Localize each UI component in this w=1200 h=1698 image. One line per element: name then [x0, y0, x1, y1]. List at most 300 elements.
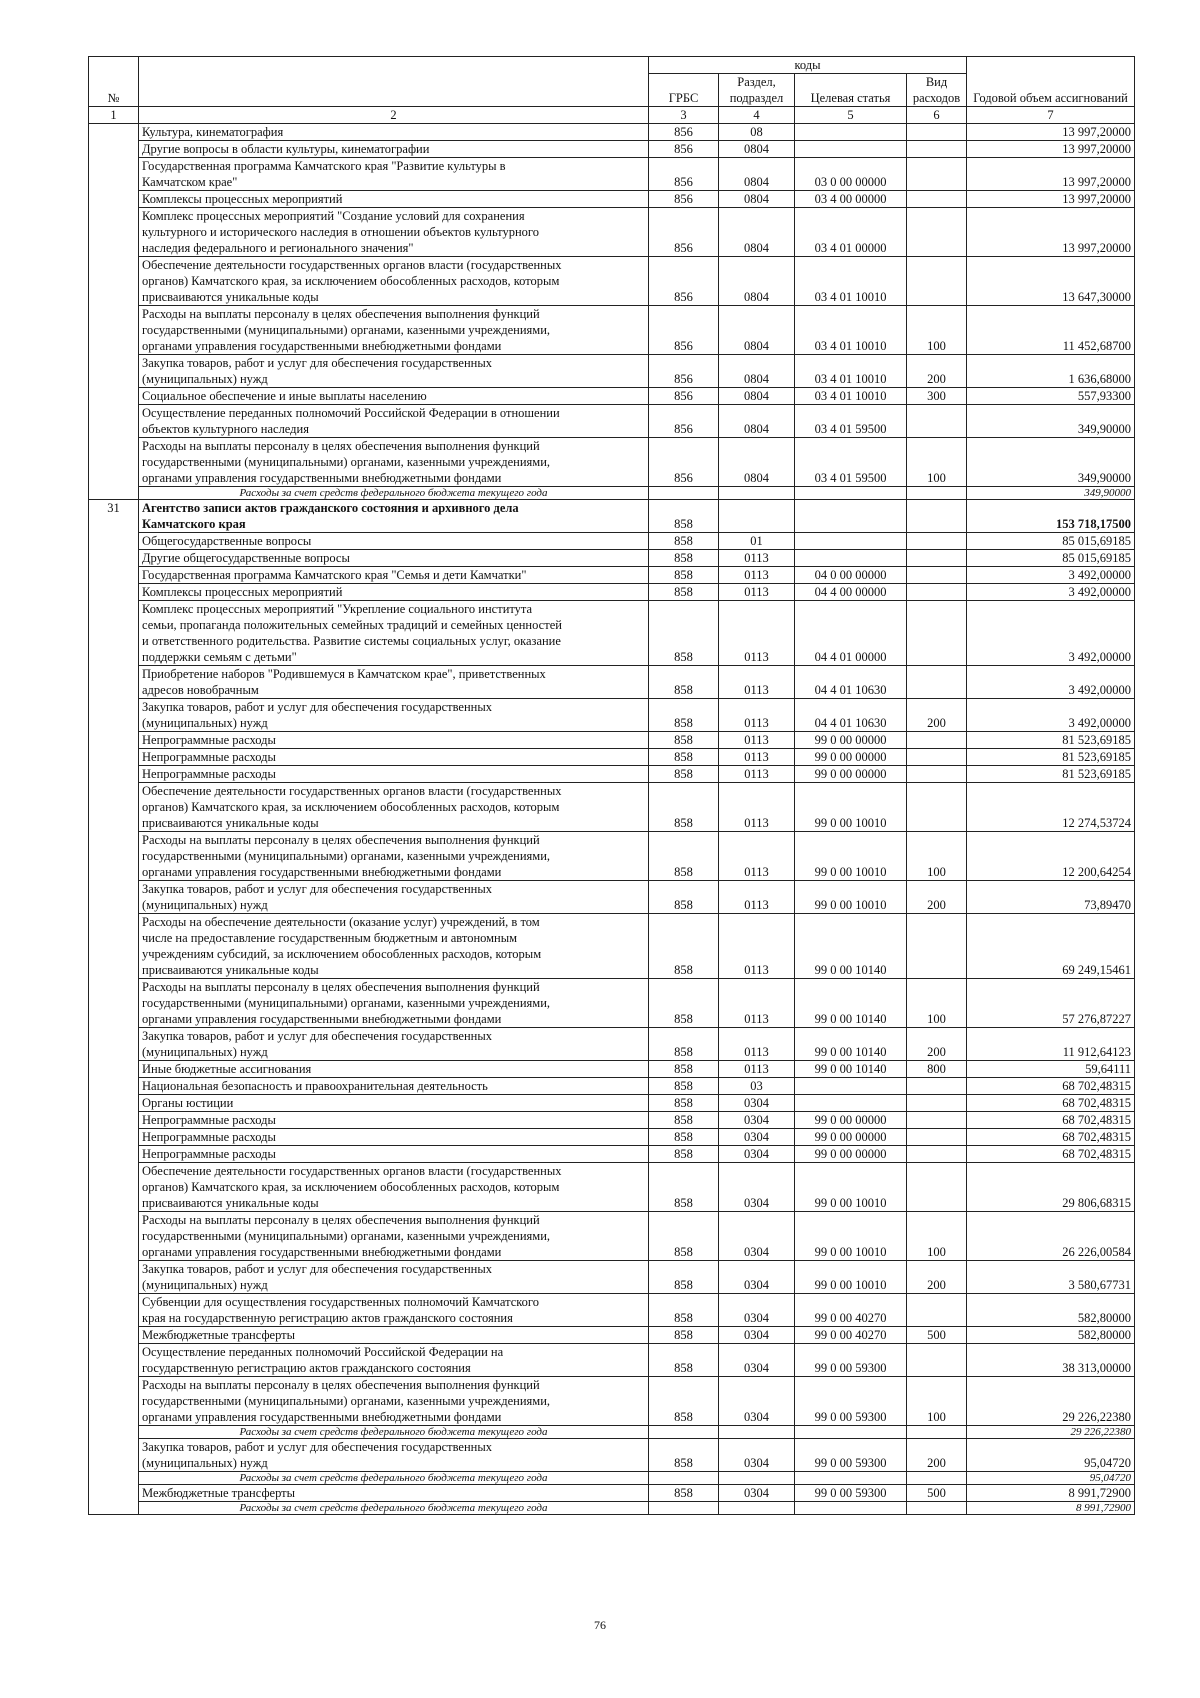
target-code [795, 124, 907, 141]
item-name: Закупка товаров, работ и услуг для обеспечения государственных (муниципальных) нужд [139, 1261, 649, 1294]
razdel-code: 0304 [719, 1377, 795, 1426]
vid-cell [907, 487, 967, 500]
grbs-code: 856 [649, 191, 719, 208]
vid-code [907, 584, 967, 601]
annual-amount: 3 492,00000 [967, 584, 1135, 601]
annual-amount: 1 636,68000 [967, 355, 1135, 388]
col-index: 4 [719, 107, 795, 124]
annual-amount: 13 997,20000 [967, 208, 1135, 257]
grbs-code: 858 [649, 1061, 719, 1078]
item-name: Расходы на выплаты персоналу в целях обеспечения выполнения функций государственными (муниципальными) органами, казенными учреждениями, органами управления государственными внебюджетными фондами [139, 832, 649, 881]
target-cell [795, 487, 907, 500]
grbs-code: 856 [649, 438, 719, 487]
target-code: 99 0 00 00000 [795, 1146, 907, 1163]
grbs-code: 858 [649, 584, 719, 601]
federal-note: Расходы за счет средств федерального бюджета текущего года [139, 1426, 649, 1439]
table-row [89, 783, 1135, 832]
grbs-cell [649, 1426, 719, 1439]
target-code: 04 4 01 00000 [795, 601, 907, 666]
item-name: Межбюджетные трансферты [139, 1485, 649, 1502]
grbs-code: 856 [649, 141, 719, 158]
table-row [89, 124, 1135, 141]
grbs-code: 858 [649, 666, 719, 699]
target-code: 99 0 00 59300 [795, 1344, 907, 1377]
vid-code [907, 666, 967, 699]
grbs-code: 858 [649, 1163, 719, 1212]
vid-code: 500 [907, 1327, 967, 1344]
razdel-code: 0304 [719, 1146, 795, 1163]
vid-code [907, 158, 967, 191]
table-row [89, 749, 1135, 766]
item-name: Государственная программа Камчатского края "Семья и дети Камчатки" [139, 567, 649, 584]
table-row [89, 1146, 1135, 1163]
target-code: 99 0 00 10010 [795, 1212, 907, 1261]
table-row [89, 533, 1135, 550]
grbs-code: 858 [649, 881, 719, 914]
grbs-code: 858 [649, 1261, 719, 1294]
table-row [89, 388, 1135, 405]
vid-cell [907, 1502, 967, 1515]
vid-code [907, 1344, 967, 1377]
annual-amount: 557,93300 [967, 388, 1135, 405]
annual-amount: 3 492,00000 [967, 699, 1135, 732]
razdel-code: 0113 [719, 881, 795, 914]
target-code: 03 4 01 10010 [795, 306, 907, 355]
item-name: Непрограммные расходы [139, 1129, 649, 1146]
vid-code [907, 1129, 967, 1146]
annual-amount: 73,89470 [967, 881, 1135, 914]
grbs-code: 858 [649, 1485, 719, 1502]
vid-code: 100 [907, 1212, 967, 1261]
vid-code: 100 [907, 306, 967, 355]
grbs-code: 858 [649, 601, 719, 666]
vid-code [907, 1163, 967, 1212]
razdel-code: 0804 [719, 158, 795, 191]
razdel-code: 0113 [719, 1028, 795, 1061]
target-code: 04 4 01 10630 [795, 666, 907, 699]
table-row [89, 158, 1135, 191]
header-grbs: ГРБС [649, 74, 719, 107]
column-index-row [89, 107, 1135, 124]
item-name: Непрограммные расходы [139, 1146, 649, 1163]
target-code: 99 0 00 40270 [795, 1294, 907, 1327]
federal-budget-row [89, 1502, 1135, 1515]
target-code: 03 4 01 59500 [795, 405, 907, 438]
table-row [89, 979, 1135, 1028]
vid-code: 100 [907, 438, 967, 487]
annual-amount: 13 997,20000 [967, 141, 1135, 158]
table-row [89, 699, 1135, 732]
budget-table [88, 56, 1135, 1515]
annual-amount: 68 702,48315 [967, 1078, 1135, 1095]
annual-amount: 95,04720 [967, 1472, 1135, 1485]
vid-code: 300 [907, 388, 967, 405]
item-name: Расходы на выплаты персоналу в целях обеспечения выполнения функций государственными (муниципальными) органами, казенными учреждениями, органами управления государственными внебюджетными фондами [139, 1377, 649, 1426]
razdel-code: 0113 [719, 666, 795, 699]
annual-amount: 13 997,20000 [967, 124, 1135, 141]
vid-code [907, 601, 967, 666]
grbs-code: 858 [649, 1028, 719, 1061]
vid-code [907, 1146, 967, 1163]
razdel-code: 0304 [719, 1112, 795, 1129]
grbs-code: 858 [649, 1327, 719, 1344]
vid-code: 200 [907, 355, 967, 388]
annual-amount: 68 702,48315 [967, 1095, 1135, 1112]
vid-code [907, 749, 967, 766]
vid-code [907, 783, 967, 832]
target-code: 99 0 00 10010 [795, 881, 907, 914]
item-name: Закупка товаров, работ и услуг для обеспечения государственных (муниципальных) нужд [139, 1028, 649, 1061]
table-row [89, 355, 1135, 388]
federal-budget-row [89, 487, 1135, 500]
razdel-code: 0804 [719, 191, 795, 208]
grbs-code: 858 [649, 500, 719, 533]
grbs-code: 858 [649, 783, 719, 832]
vid-code [907, 766, 967, 783]
grbs-code: 858 [649, 914, 719, 979]
target-code: 03 4 01 00000 [795, 208, 907, 257]
table-row [89, 1294, 1135, 1327]
vid-code: 200 [907, 1261, 967, 1294]
item-name: Другие вопросы в области культуры, кинематографии [139, 141, 649, 158]
table-header [89, 57, 1135, 124]
grbs-code: 858 [649, 550, 719, 567]
table-row [89, 1439, 1135, 1472]
table-body [89, 124, 1135, 1515]
target-code: 04 0 00 00000 [795, 567, 907, 584]
razdel-code: 0804 [719, 405, 795, 438]
target-code: 04 4 01 10630 [795, 699, 907, 732]
federal-budget-row [89, 1472, 1135, 1485]
annual-amount: 582,80000 [967, 1294, 1135, 1327]
razdel-cell [719, 1502, 795, 1515]
vid-code [907, 124, 967, 141]
razdel-code: 0304 [719, 1294, 795, 1327]
table-row [89, 405, 1135, 438]
table-row [89, 1112, 1135, 1129]
item-name: Осуществление переданных полномочий Российской Федерации на государственную регистрацию актов гражданского состояния [139, 1344, 649, 1377]
item-name: Обеспечение деятельности государственных органов власти (государственных органов) Камчатского края, за исключением обособленных расходов, которым присваиваются уникальные коды [139, 257, 649, 306]
vid-cell [907, 1426, 967, 1439]
target-code: 03 4 01 59500 [795, 438, 907, 487]
target-code: 99 0 00 10140 [795, 979, 907, 1028]
vid-code: 200 [907, 699, 967, 732]
table-row [89, 732, 1135, 749]
col-index: 1 [89, 107, 139, 124]
table-row [89, 1485, 1135, 1502]
razdel-code: 0304 [719, 1344, 795, 1377]
table-row [89, 550, 1135, 567]
item-name: Комплексы процессных мероприятий [139, 191, 649, 208]
annual-amount: 13 647,30000 [967, 257, 1135, 306]
razdel-code: 0804 [719, 141, 795, 158]
target-code: 99 0 00 59300 [795, 1485, 907, 1502]
razdel-code: 0113 [719, 832, 795, 881]
annual-amount: 12 200,64254 [967, 832, 1135, 881]
col-index: 2 [139, 107, 649, 124]
table-row [89, 438, 1135, 487]
table-row [89, 1061, 1135, 1078]
col-index: 7 [967, 107, 1135, 124]
annual-amount: 81 523,69185 [967, 766, 1135, 783]
page-number: 76 [594, 1618, 606, 1632]
target-code: 03 0 00 00000 [795, 158, 907, 191]
razdel-code: 0804 [719, 208, 795, 257]
item-name: Расходы на выплаты персоналу в целях обеспечения выполнения функций государственными (муниципальными) органами, казенными учреждениями, органами управления государственными внебюджетными фондами [139, 1212, 649, 1261]
item-name: Национальная безопасность и правоохранительная деятельность [139, 1078, 649, 1095]
razdel-code: 0304 [719, 1327, 795, 1344]
razdel-code: 01 [719, 533, 795, 550]
item-name: Закупка товаров, работ и услуг для обеспечения государственных (муниципальных) нужд [139, 355, 649, 388]
annual-amount: 11 912,64123 [967, 1028, 1135, 1061]
vid-code [907, 1112, 967, 1129]
table-row [89, 881, 1135, 914]
vid-code [907, 1294, 967, 1327]
item-name: Агентство записи актов гражданского состояния и архивного дела Камчатского края [139, 500, 649, 533]
vid-code: 200 [907, 1028, 967, 1061]
table-row [89, 1377, 1135, 1426]
target-code: 99 0 00 10140 [795, 1028, 907, 1061]
header-codes: коды [649, 57, 967, 74]
vid-code [907, 550, 967, 567]
item-name: Обеспечение деятельности государственных органов власти (государственных органов) Камчатского края, за исключением обособленных расходов, которым присваиваются уникальные коды [139, 1163, 649, 1212]
target-code [795, 500, 907, 533]
grbs-code: 858 [649, 749, 719, 766]
vid-code [907, 1078, 967, 1095]
annual-amount: 3 492,00000 [967, 666, 1135, 699]
table-row [89, 1078, 1135, 1095]
grbs-code: 856 [649, 405, 719, 438]
row-number-cell [89, 124, 139, 500]
item-name: Другие общегосударственные вопросы [139, 550, 649, 567]
table-row [89, 1261, 1135, 1294]
item-name: Закупка товаров, работ и услуг для обеспечения государственных (муниципальных) нужд [139, 1439, 649, 1472]
annual-amount: 3 580,67731 [967, 1261, 1135, 1294]
annual-amount: 29 226,22380 [967, 1377, 1135, 1426]
target-code: 99 0 00 59300 [795, 1377, 907, 1426]
razdel-code: 0113 [719, 567, 795, 584]
grbs-code: 858 [649, 979, 719, 1028]
annual-amount: 68 702,48315 [967, 1146, 1135, 1163]
grbs-code: 856 [649, 208, 719, 257]
federal-note: Расходы за счет средств федерального бюджета текущего года [139, 1472, 649, 1485]
vid-code [907, 257, 967, 306]
grbs-code: 858 [649, 1344, 719, 1377]
federal-note: Расходы за счет средств федерального бюджета текущего года [139, 487, 649, 500]
table-row [89, 666, 1135, 699]
table-row [89, 1028, 1135, 1061]
target-code: 99 0 00 10010 [795, 832, 907, 881]
item-name: Приобретение наборов "Родившемуся в Камчатском крае", приветственных адресов новобрачным [139, 666, 649, 699]
razdel-code: 0304 [719, 1439, 795, 1472]
item-name: Общегосударственные вопросы [139, 533, 649, 550]
table-row [89, 1129, 1135, 1146]
razdel-code: 03 [719, 1078, 795, 1095]
table-row [89, 914, 1135, 979]
table-row [89, 584, 1135, 601]
razdel-code: 0304 [719, 1129, 795, 1146]
target-code: 04 4 00 00000 [795, 584, 907, 601]
table-row [89, 306, 1135, 355]
grbs-code: 858 [649, 1212, 719, 1261]
budget-document [88, 56, 1134, 1515]
razdel-code: 0804 [719, 355, 795, 388]
target-code: 03 4 01 10010 [795, 388, 907, 405]
razdel-code: 0804 [719, 438, 795, 487]
vid-code [907, 141, 967, 158]
target-code [795, 533, 907, 550]
annual-amount: 69 249,15461 [967, 914, 1135, 979]
razdel-cell [719, 1426, 795, 1439]
razdel-cell [719, 487, 795, 500]
vid-code [907, 208, 967, 257]
item-name: Комплексы процессных мероприятий [139, 584, 649, 601]
annual-amount: 81 523,69185 [967, 749, 1135, 766]
grbs-cell [649, 1472, 719, 1485]
item-name: Расходы на выплаты персоналу в целях обеспечения выполнения функций государственными (муниципальными) органами, казенными учреждениями, органами управления государственными внебюджетными фондами [139, 306, 649, 355]
vid-code: 200 [907, 881, 967, 914]
grbs-code: 858 [649, 1078, 719, 1095]
razdel-cell [719, 1472, 795, 1485]
grbs-code: 856 [649, 257, 719, 306]
grbs-cell [649, 487, 719, 500]
razdel-code: 0113 [719, 699, 795, 732]
target-cell [795, 1502, 907, 1515]
table-row [89, 1212, 1135, 1261]
target-code: 99 0 00 10140 [795, 914, 907, 979]
vid-code: 100 [907, 979, 967, 1028]
annual-amount: 81 523,69185 [967, 732, 1135, 749]
annual-amount: 349,90000 [967, 405, 1135, 438]
vid-code [907, 567, 967, 584]
table-row [89, 567, 1135, 584]
grbs-code: 858 [649, 1112, 719, 1129]
target-code: 99 0 00 10140 [795, 1061, 907, 1078]
grbs-code: 858 [649, 699, 719, 732]
razdel-code: 0304 [719, 1163, 795, 1212]
annual-amount: 95,04720 [967, 1439, 1135, 1472]
col-index: 5 [795, 107, 907, 124]
table-row [89, 191, 1135, 208]
header-total: Годовой объем ассигнований [967, 57, 1135, 107]
razdel-code: 0804 [719, 306, 795, 355]
annual-amount: 153 718,17500 [967, 500, 1135, 533]
annual-amount: 8 991,72900 [967, 1502, 1135, 1515]
item-name: Непрограммные расходы [139, 1112, 649, 1129]
header-target: Целевая статья [795, 74, 907, 107]
header-num: № [89, 57, 139, 107]
item-name: Непрограммные расходы [139, 732, 649, 749]
table-row [89, 141, 1135, 158]
vid-code: 100 [907, 832, 967, 881]
annual-amount: 12 274,53724 [967, 783, 1135, 832]
annual-amount: 11 452,68700 [967, 306, 1135, 355]
table-row [89, 1327, 1135, 1344]
row-number: 31 [89, 500, 139, 1515]
annual-amount: 13 997,20000 [967, 191, 1135, 208]
vid-code [907, 1095, 967, 1112]
vid-code [907, 405, 967, 438]
annual-amount: 8 991,72900 [967, 1485, 1135, 1502]
grbs-code: 858 [649, 533, 719, 550]
annual-amount: 349,90000 [967, 487, 1135, 500]
table-row [89, 500, 1135, 533]
table-row [89, 601, 1135, 666]
annual-amount: 57 276,87227 [967, 979, 1135, 1028]
target-cell [795, 1426, 907, 1439]
header-vid: Вид расходов [907, 74, 967, 107]
grbs-cell [649, 1502, 719, 1515]
razdel-code: 0113 [719, 979, 795, 1028]
target-code: 03 4 01 10010 [795, 355, 907, 388]
item-name: Органы юстиции [139, 1095, 649, 1112]
table-row [89, 257, 1135, 306]
grbs-code: 858 [649, 1095, 719, 1112]
col-index: 6 [907, 107, 967, 124]
header-name-blank [139, 57, 649, 107]
annual-amount: 582,80000 [967, 1327, 1135, 1344]
target-code: 99 0 00 00000 [795, 749, 907, 766]
target-code: 99 0 00 00000 [795, 1112, 907, 1129]
razdel-code: 0304 [719, 1095, 795, 1112]
grbs-code: 858 [649, 732, 719, 749]
razdel-code: 08 [719, 124, 795, 141]
razdel-code: 0304 [719, 1212, 795, 1261]
vid-code: 200 [907, 1439, 967, 1472]
vid-code [907, 914, 967, 979]
item-name: Непрограммные расходы [139, 766, 649, 783]
vid-code [907, 533, 967, 550]
razdel-code: 0113 [719, 1061, 795, 1078]
grbs-code: 856 [649, 306, 719, 355]
annual-amount: 3 492,00000 [967, 601, 1135, 666]
annual-amount: 13 997,20000 [967, 158, 1135, 191]
item-name: Закупка товаров, работ и услуг для обеспечения государственных (муниципальных) нужд [139, 881, 649, 914]
grbs-code: 858 [649, 832, 719, 881]
item-name: Расходы на выплаты персоналу в целях обеспечения выполнения функций государственными (муниципальными) органами, казенными учреждениями, органами управления государственными внебюджетными фондами [139, 438, 649, 487]
target-code: 99 0 00 00000 [795, 1129, 907, 1146]
item-name: Обеспечение деятельности государственных органов власти (государственных органов) Камчатского края, за исключением обособленных расходов, которым присваиваются уникальные коды [139, 783, 649, 832]
item-name: Непрограммные расходы [139, 749, 649, 766]
table-row [89, 1344, 1135, 1377]
annual-amount: 38 313,00000 [967, 1344, 1135, 1377]
target-code [795, 1078, 907, 1095]
annual-amount: 3 492,00000 [967, 567, 1135, 584]
vid-code: 800 [907, 1061, 967, 1078]
razdel-code: 0113 [719, 766, 795, 783]
table-row [89, 766, 1135, 783]
item-name: Иные бюджетные ассигнования [139, 1061, 649, 1078]
grbs-code: 856 [649, 388, 719, 405]
target-code: 99 0 00 00000 [795, 766, 907, 783]
target-code: 03 4 00 00000 [795, 191, 907, 208]
razdel-code: 0113 [719, 914, 795, 979]
annual-amount: 349,90000 [967, 438, 1135, 487]
table-row [89, 832, 1135, 881]
razdel-code: 0113 [719, 550, 795, 567]
grbs-code: 858 [649, 1439, 719, 1472]
header-razdel: Раздел, подраздел [719, 74, 795, 107]
item-name: Комплекс процессных мероприятий "Создание условий для сохранения культурного и исторического наследия в отношении объектов культурного наследия федерального и регионального значения" [139, 208, 649, 257]
table-row [89, 208, 1135, 257]
target-code: 99 0 00 40270 [795, 1327, 907, 1344]
grbs-code: 858 [649, 1377, 719, 1426]
table-row [89, 1095, 1135, 1112]
item-name: Расходы на выплаты персоналу в целях обеспечения выполнения функций государственными (муниципальными) органами, казенными учреждениями, органами управления государственными внебюджетными фондами [139, 979, 649, 1028]
annual-amount: 29 806,68315 [967, 1163, 1135, 1212]
grbs-code: 858 [649, 766, 719, 783]
item-name: Субвенции для осуществления государственных полномочий Камчатского края на государственную регистрацию актов гражданского состояния [139, 1294, 649, 1327]
